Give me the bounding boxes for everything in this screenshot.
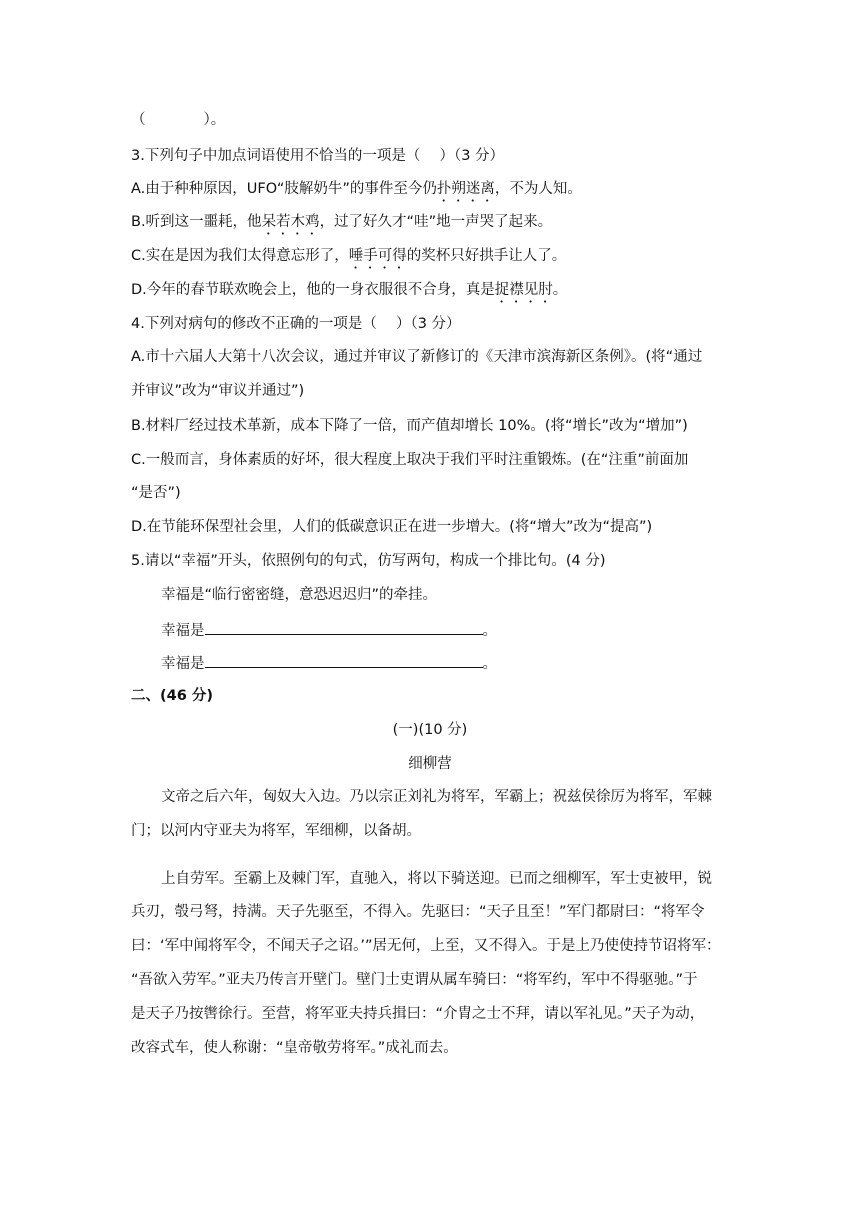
question-4-stem: 4.下列对病句的修改不正确的一项是（ ）（3 分） <box>131 316 461 332</box>
question-3-option-b: B.听到这一噩耗，他呆若木鸡，过了好久才“哇”地一声哭了起来。 <box>131 214 553 230</box>
passage-paragraph-2-line-5: 是天子乃按辔徐行。至营，将军亚夫持兵揖曰：“介胄之士不拜，请以军礼见。”天子为动， <box>131 1006 705 1022</box>
question-3-option-a: A.由于种种原因，UFO“肢解奶牛”的事件至今仍扑朔迷离，不为人知。 <box>131 181 582 197</box>
passage-paragraph-1-cont: 门；以河内守亚夫为将军，军细柳，以备胡。 <box>131 823 421 839</box>
dotted-term: 呆若木鸡 <box>261 214 320 230</box>
passage-paragraph-2-line-3: 曰：‘军中闻将军令，不闻天子之诏。’”居无何，上至，又不得入。于是上乃使使持节诏将军： <box>131 938 721 954</box>
passage-paragraph-2-line-2: 兵刃，彀弓弩，持满。天子先驱至，不得入。先驱曰：“天子且至！”军门都尉曰：“将军令 <box>131 904 705 920</box>
dotted-term: 唾手可得 <box>348 248 407 264</box>
answer-blank-line: （ ）。 <box>131 112 226 128</box>
passage-paragraph-2: 上自劳军。至霸上及棘门军，直驰入，将以下骑送迎。已而之细柳军，军士吏被甲，锐 <box>161 871 712 887</box>
subsection-1-heading: (一)(10 分) <box>392 722 468 738</box>
question-4-option-c-cont: “是否”) <box>131 485 181 501</box>
passage-paragraph-2-line-4: “吾欲入劳军。”亚夫乃传言开壁门。壁门士吏谓从属车骑曰：“将军约，军中不得驱驰。”于 <box>131 972 698 988</box>
question-5-stem: 5.请以“幸福”开头，依照例句的句式，仿写两句，构成一个排比句。(4 分) <box>131 553 606 569</box>
dotted-term: 捉襟见肘 <box>494 282 553 298</box>
question-3-stem: 3.下列句子中加点词语使用不恰当的一项是（ ）（3 分） <box>131 148 505 164</box>
passage-title: 细柳营 <box>408 756 452 772</box>
passage-paragraph-2-line-6: 改容式车，使人称谢：“皇帝敬劳将军。”成礼而去。 <box>131 1040 458 1056</box>
fill-in-blank[interactable] <box>205 619 483 635</box>
question-4-option-c: C.一般而言，身体素质的好坏，很大程度上取决于我们平时注重锻炼。(在“注重”前面加 <box>131 452 689 468</box>
fill-in-blank[interactable] <box>205 652 483 668</box>
question-5-answer-line-1: 幸福是 。 <box>161 619 497 641</box>
question-3-option-c: C.实在是因为我们太得意忘形了，唾手可得的奖杯只好拱手让人了。 <box>131 248 567 264</box>
passage-paragraph-1: 文帝之后六年，匈奴大入边。乃以宗正刘礼为将军，军霸上；祝兹侯徐厉为将军，军棘 <box>161 789 712 805</box>
question-4-option-a-cont: 并审议”改为“审议并通过”) <box>131 383 305 399</box>
question-4-option-b: B.材料厂经过技术革新，成本下降了一倍，而产值却增长 10%。(将“增长”改为“增加”) <box>131 418 688 434</box>
dotted-term: 扑朔迷离 <box>436 181 495 197</box>
question-3-option-d: D.今年的春节联欢晚会上，他的一身衣服很不合身，真是捉襟见肘。 <box>131 282 568 298</box>
question-4-option-d: D.在节能环保型社会里，人们的低碳意识正在进一步增大。(将“增大”改为“提高”) <box>131 519 653 535</box>
question-4-option-a: A.市十六届人大第十八次会议，通过并审议了新修订的《天津市滨海新区条例》。(将“通过 <box>131 349 703 365</box>
question-5-answer-line-2: 幸福是 。 <box>161 652 497 674</box>
question-5-example: 幸福是“临行密密缝，意恐迟迟归”的牵挂。 <box>161 587 438 603</box>
section-2-heading: 二、(46 分) <box>131 688 213 704</box>
